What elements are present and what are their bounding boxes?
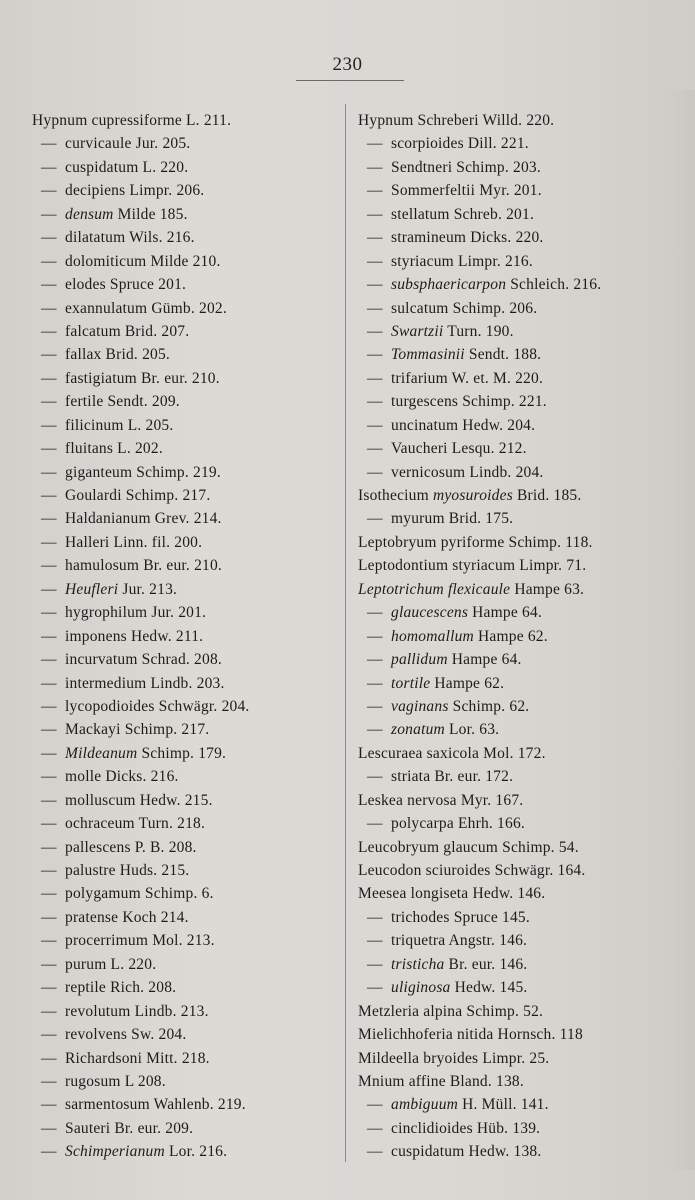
entry-text: Hampe 62. (473, 627, 548, 645)
entry-text: myurum Brid. 175. (391, 510, 514, 528)
entry-text: Brid. 185. (512, 487, 582, 504)
index-subentry (32, 601, 342, 624)
entry-text: triquetra Angstr. 146. (391, 932, 528, 950)
ditto-dash: — (367, 1119, 383, 1137)
entry-text: revolvens Sw. 204. (65, 1026, 187, 1044)
index-subentry (358, 765, 688, 788)
entry-text-italic: uliginosa (391, 979, 451, 997)
ditto-dash: — (41, 955, 57, 973)
ditto-dash: — (41, 580, 57, 598)
index-subentry (32, 882, 342, 905)
index-subentry (32, 273, 342, 296)
index-subentry (32, 1140, 342, 1163)
entry-text: cuspidatum Hedw. 138. (391, 1143, 542, 1161)
index-subentry (358, 672, 688, 695)
ditto-dash: — (41, 299, 57, 317)
ditto-dash: — (41, 932, 57, 950)
index-entry (358, 836, 688, 859)
column-divider (345, 104, 346, 1162)
entry-text: Metzleria alpina Schimp. 52. (358, 1002, 544, 1020)
index-subentry (358, 226, 688, 249)
entry-text-italic: subsphaericarpon (391, 276, 507, 294)
ditto-dash: — (41, 135, 57, 153)
ditto-dash: — (41, 908, 57, 926)
index-subentry (32, 437, 342, 460)
entry-text: scorpioides Dill. 221. (391, 135, 529, 153)
entry-text: procerrimum Mol. 213. (65, 932, 215, 950)
index-subentry (32, 1047, 342, 1070)
entry-text: reptile Rich. 208. (65, 979, 177, 997)
ditto-dash: — (41, 627, 57, 645)
entry-text: Schleich. 216. (506, 276, 602, 294)
index-subentry (32, 976, 342, 999)
ditto-dash: — (367, 393, 383, 411)
index-subentry (32, 461, 342, 484)
entry-text: Br. eur. 146. (444, 955, 528, 973)
index-entry (358, 1023, 688, 1046)
entry-text: Sendtneri Schimp. 203. (391, 158, 541, 176)
entry-text: Schimp. 62. (448, 697, 530, 715)
ditto-dash: — (41, 979, 57, 997)
ditto-dash: — (41, 346, 57, 364)
ditto-dash: — (367, 322, 383, 340)
entry-text: cuspidatum L. 220. (65, 158, 189, 176)
ditto-dash: — (367, 463, 383, 481)
ditto-dash: — (367, 908, 383, 926)
index-subentry (32, 297, 342, 320)
ditto-dash: — (367, 299, 383, 317)
entry-text: sulcatum Schimp. 206. (391, 299, 538, 317)
index-entry (358, 531, 688, 554)
ditto-dash: — (41, 1096, 57, 1114)
entry-text: striata Br. eur. 172. (391, 768, 514, 786)
entry-text: Hypnum cupressiforme L. 211. (32, 112, 232, 129)
entry-text-italic: pallidum (391, 651, 448, 669)
entry-text: exannulatum Gümb. 202. (65, 299, 227, 317)
index-subentry (32, 1093, 342, 1116)
index-subentry (358, 343, 688, 366)
index-subentry (32, 648, 342, 671)
ditto-dash: — (41, 862, 57, 879)
entry-text: polygamum Schimp. 6. (65, 885, 214, 903)
ditto-dash: — (367, 627, 383, 645)
entry-text: Jur. 213. (118, 580, 178, 598)
index-subentry (32, 531, 342, 554)
entry-text: Sauteri Br. eur. 209. (65, 1119, 194, 1137)
entry-text: polycarpa Ehrh. 166. (391, 815, 525, 833)
index-subentry (358, 953, 688, 976)
ditto-dash: — (367, 815, 383, 833)
index-subentry (32, 1117, 342, 1140)
index-subentry (32, 859, 342, 882)
ditto-dash: — (41, 885, 57, 903)
entry-text: molle Dicks. 216. (65, 768, 179, 786)
entry-text: lycopodioides Schwägr. 204. (65, 697, 250, 715)
ditto-dash: — (367, 158, 383, 176)
entry-text-italic: Leptotrichum flexicaule (358, 580, 511, 598)
entry-text: decipiens Limpr. 206. (65, 182, 205, 200)
entry-text-italic: Heufleri (65, 580, 119, 598)
entry-text-italic: myosuroides (432, 487, 513, 504)
entry-text: curvicaule Jur. 205. (65, 135, 191, 153)
entry-text: turgescens Schimp. 221. (391, 393, 547, 411)
index-subentry (32, 953, 342, 976)
ditto-dash: — (41, 510, 57, 528)
entry-text: trifarium W. et. M. 220. (391, 369, 544, 387)
index-subentry (358, 179, 688, 202)
index-subentry (358, 718, 688, 741)
entry-text: Goulardi Schimp. 217. (65, 487, 211, 504)
entry-text: dolomiticum Milde 210. (65, 252, 221, 270)
entry-text: uncinatum Hedw. 204. (391, 416, 536, 434)
ditto-dash: — (41, 721, 57, 739)
ditto-dash: — (41, 1026, 57, 1044)
entry-text: fluitans L. 202. (65, 440, 163, 458)
entry-text: molluscum Hedw. 215. (65, 791, 213, 809)
entry-text: cinclidioides Hüb. 139. (391, 1119, 541, 1137)
entry-text: hamulosum Br. eur. 210. (65, 557, 223, 575)
index-subentry (358, 695, 688, 718)
index-subentry (358, 976, 688, 999)
entry-text: rugosum L 208. (65, 1072, 166, 1090)
ditto-dash: — (41, 463, 57, 481)
entry-text: giganteum Schimp. 219. (65, 463, 221, 481)
header-rule (296, 80, 404, 81)
entry-text: Leptodontium styriacum Limpr. 71. (358, 557, 587, 575)
entry-text: hygrophilum Jur. 201. (65, 604, 207, 622)
ditto-dash: — (367, 205, 383, 223)
index-subentry (358, 1140, 688, 1163)
entry-text: Hampe 64. (447, 651, 522, 669)
entry-text-italic: homomallum (391, 627, 474, 645)
index-subentry (358, 132, 688, 155)
index-subentry (32, 695, 342, 718)
index-subentry (358, 507, 688, 530)
ditto-dash: — (41, 744, 57, 762)
ditto-dash: — (367, 440, 383, 458)
index-subentry (358, 203, 688, 226)
index-subentry (32, 414, 342, 437)
entry-text: intermedium Lindb. 203. (65, 674, 225, 692)
ditto-dash: — (367, 1143, 383, 1161)
index-subentry (358, 812, 688, 835)
entry-text: Mnium affine Bland. 138. (358, 1072, 524, 1090)
ditto-dash: — (41, 533, 57, 551)
index-subentry (32, 742, 342, 765)
ditto-dash: — (367, 604, 383, 622)
entry-text: elodes Spruce 201. (65, 276, 187, 294)
ditto-dash: — (367, 369, 383, 387)
entry-text: Isothecium (358, 487, 433, 504)
index-entry (358, 1047, 688, 1070)
entry-text: revolutum Lindb. 213. (65, 1002, 209, 1020)
ditto-dash: — (41, 604, 57, 622)
ditto-dash: — (41, 791, 57, 809)
entry-text: Hedw. 145. (450, 979, 528, 997)
entry-text: Leptobryum pyriforme Schimp. 118. (358, 533, 593, 551)
entry-text: Mackayi Schimp. 217. (65, 721, 210, 739)
index-subentry (32, 390, 342, 413)
ditto-dash: — (41, 182, 57, 200)
ditto-dash: — (41, 815, 57, 833)
index-subentry (358, 390, 688, 413)
ditto-dash: — (367, 346, 383, 364)
index-entry (358, 1000, 688, 1023)
entry-text: Leskea nervosa Myr. 167. (358, 791, 524, 809)
entry-text: Hampe 62. (430, 674, 505, 692)
ditto-dash: — (41, 158, 57, 176)
index-subentry (32, 484, 342, 507)
index-subentry (358, 156, 688, 179)
index-subentry (32, 132, 342, 155)
ditto-dash: — (367, 697, 383, 715)
index-entry (358, 859, 688, 882)
index-subentry (32, 578, 342, 601)
entry-text: sarmentosum Wahlenb. 219. (65, 1096, 246, 1114)
index-entry (32, 109, 342, 132)
entry-text: Turn. 190. (443, 322, 514, 340)
ditto-dash: — (367, 416, 383, 434)
entry-text: trichodes Spruce 145. (391, 908, 530, 926)
entry-text: dilatatum Wils. 216. (65, 229, 195, 247)
index-subentry (358, 273, 688, 296)
index-entry (358, 554, 688, 577)
ditto-dash: — (367, 252, 383, 270)
ditto-dash: — (367, 979, 383, 997)
index-subentry (358, 320, 688, 343)
index-subentry (32, 789, 342, 812)
ditto-dash: — (41, 252, 57, 270)
index-subentry (358, 906, 688, 929)
index-subentry (32, 836, 342, 859)
entry-text-italic: densum (65, 205, 114, 223)
entry-text-italic: Mildeanum (65, 744, 138, 762)
entry-text: stellatum Schreb. 201. (391, 205, 535, 223)
entry-text: Halleri Linn. fil. 200. (65, 533, 203, 551)
entry-text-italic: Schimperianum (65, 1143, 165, 1161)
ditto-dash: — (367, 768, 383, 786)
index-subentry (358, 929, 688, 952)
entry-text-italic: Tommasinii (391, 346, 465, 364)
ditto-dash: — (367, 651, 383, 669)
index-subentry (32, 507, 342, 530)
index-entry (358, 1070, 688, 1093)
ditto-dash: — (367, 674, 383, 692)
index-subentry (32, 765, 342, 788)
entry-text-italic: tristicha (391, 955, 445, 973)
entry-text: Sendt. 188. (464, 346, 542, 364)
index-subentry (358, 625, 688, 648)
entry-text: fallax Brid. 205. (65, 346, 170, 364)
ditto-dash: — (41, 838, 57, 856)
ditto-dash: — (367, 955, 383, 973)
entry-text-italic: ambiguum (391, 1096, 459, 1114)
index-subentry (32, 179, 342, 202)
index-subentry (32, 929, 342, 952)
entry-text: Leucobryum glaucum Schimp. 54. (358, 838, 579, 856)
ditto-dash: — (367, 510, 383, 528)
entry-text: vernicosum Lindb. 204. (391, 463, 544, 481)
entry-text: Mildeella bryoides Limpr. 25. (358, 1049, 550, 1067)
ditto-dash: — (41, 440, 57, 458)
entry-text: Richardsoni Mitt. 218. (65, 1049, 210, 1067)
index-subentry (32, 343, 342, 366)
entry-text: Hampe 64. (468, 604, 542, 622)
entry-text: fertile Sendt. 209. (65, 393, 180, 411)
entry-text: Vaucheri Lesqu. 212. (391, 440, 527, 458)
entry-text: Hypnum Schreberi Willd. 220. (358, 112, 555, 129)
ditto-dash: — (41, 557, 57, 575)
entry-text: Schimp. 179. (137, 744, 227, 762)
index-subentry (32, 320, 342, 343)
entry-text-italic: vaginans (391, 697, 449, 715)
entry-text: Leucodon sciuroides Schwägr. 164. (358, 862, 586, 879)
index-subentry (358, 250, 688, 273)
ditto-dash: — (41, 768, 57, 786)
index-subentry (358, 648, 688, 671)
index-subentry (358, 367, 688, 390)
entry-text: Haldanianum Grev. 214. (65, 510, 222, 528)
ditto-dash: — (41, 651, 57, 669)
entry-text: Sommerfeltii Myr. 201. (391, 182, 542, 200)
index-subentry (32, 1000, 342, 1023)
page-edge-shadow (665, 90, 695, 1170)
entry-text: filicinum L. 205. (65, 416, 174, 434)
index-subentry (358, 437, 688, 460)
index-subentry (32, 812, 342, 835)
entry-text: Meesea longiseta Hedw. 146. (358, 885, 546, 903)
entry-text: styriacum Limpr. 216. (391, 252, 533, 270)
index-subentry (32, 1070, 342, 1093)
index-subentry (32, 156, 342, 179)
entry-text: incurvatum Schrad. 208. (65, 651, 222, 669)
ditto-dash: — (367, 229, 383, 247)
index-subentry (358, 1117, 688, 1140)
ditto-dash: — (41, 1072, 57, 1090)
index-subentry (32, 718, 342, 741)
ditto-dash: — (41, 322, 57, 340)
entry-text: Mielichhoferia nitida Hornsch. 118 (358, 1026, 583, 1044)
index-subentry (358, 461, 688, 484)
ditto-dash: — (367, 276, 383, 294)
entry-text-italic: glaucescens (391, 604, 469, 622)
ditto-dash: — (41, 416, 57, 434)
ditto-dash: — (41, 487, 57, 504)
index-column-right (358, 109, 688, 1164)
ditto-dash: — (41, 1143, 57, 1161)
index-subentry (32, 1023, 342, 1046)
entry-text: palustre Huds. 215. (65, 862, 190, 879)
entry-text: stramineum Dicks. 220. (391, 229, 544, 247)
index-subentry (32, 203, 342, 226)
index-subentry (358, 414, 688, 437)
index-subentry (358, 1093, 688, 1116)
index-column-left (32, 109, 342, 1164)
index-subentry (358, 601, 688, 624)
entry-text: Lor. 216. (164, 1143, 228, 1161)
page-number: 230 (332, 54, 363, 75)
entry-text-italic: tortile (391, 674, 431, 692)
entry-text: fastigiatum Br. eur. 210. (65, 369, 220, 387)
index-subentry (32, 367, 342, 390)
ditto-dash: — (41, 205, 57, 223)
index-entry (358, 109, 688, 132)
ditto-dash: — (367, 721, 383, 739)
ditto-dash: — (41, 229, 57, 247)
entry-text: falcatum Brid. 207. (65, 322, 190, 340)
ditto-dash: — (41, 1049, 57, 1067)
ditto-dash: — (41, 1002, 57, 1020)
index-entry (358, 742, 688, 765)
entry-text: H. Müll. 141. (458, 1096, 549, 1114)
entry-text: Hampe 63. (510, 580, 585, 598)
entry-text: ochraceum Turn. 218. (65, 815, 206, 833)
index-entry (358, 484, 688, 507)
ditto-dash: — (367, 182, 383, 200)
entry-text: Milde 185. (113, 205, 188, 223)
index-entry (358, 882, 688, 905)
ditto-dash: — (41, 369, 57, 387)
entry-text: imponens Hedw. 211. (65, 627, 204, 645)
ditto-dash: — (367, 932, 383, 950)
entry-text: pallescens P. B. 208. (65, 838, 197, 856)
ditto-dash: — (41, 697, 57, 715)
entry-text-italic: zonatum (391, 721, 445, 739)
index-subentry (32, 226, 342, 249)
entry-text: pratense Koch 214. (65, 908, 189, 926)
index-entry (358, 789, 688, 812)
index-subentry (358, 297, 688, 320)
index-subentry (32, 672, 342, 695)
ditto-dash: — (367, 1096, 383, 1114)
entry-text: Lor. 63. (444, 721, 500, 739)
ditto-dash: — (41, 393, 57, 411)
ditto-dash: — (41, 1119, 57, 1137)
index-subentry (32, 625, 342, 648)
index-entry (358, 578, 688, 601)
entry-text-italic: Swartzii (391, 322, 444, 340)
entry-text: Lescuraea saxicola Mol. 172. (358, 744, 546, 762)
index-subentry (32, 906, 342, 929)
ditto-dash: — (41, 674, 57, 692)
entry-text: purum L. 220. (65, 955, 157, 973)
ditto-dash: — (367, 135, 383, 153)
ditto-dash: — (41, 276, 57, 294)
index-subentry (32, 554, 342, 577)
index-subentry (32, 250, 342, 273)
